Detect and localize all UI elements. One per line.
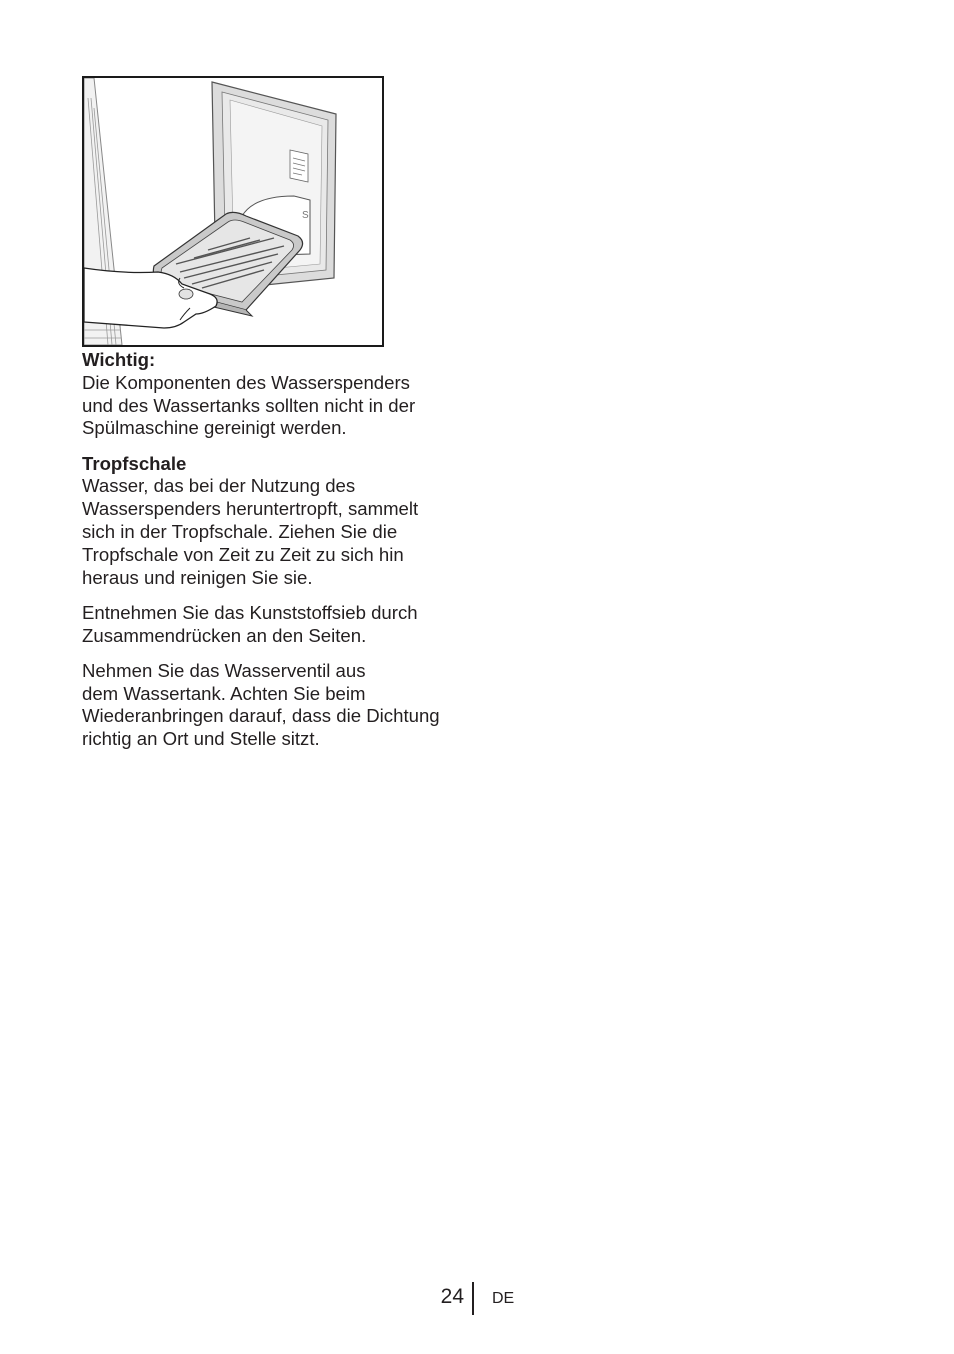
- page-footer: [0, 1282, 954, 1316]
- drip-tray-body: Wasser, das bei der Nutzung des Wasserspenders heruntertropft, sammelt sich in der Tropfschale. Ziehen Sie die Tropfschale von Zeit zu Zeit zu sich hin heraus und reinigen Sie sie.: [82, 475, 419, 588]
- important-note: [82, 349, 482, 440]
- important-heading: Wichtig:: [82, 349, 156, 370]
- valve-instruction: Nehmen Sie das Wasserventil aus dem Wassertank. Achten Sie beim Wiederanbringen darauf, dass die Dichtung richtig an Ort und Stelle sitzt.: [82, 659, 440, 750]
- drip-tray-section: [82, 453, 482, 590]
- page-number: 24: [440, 1285, 464, 1308]
- drip-tray-removal-icon: [84, 78, 382, 345]
- drip-tray-heading: Tropfschale: [82, 452, 187, 474]
- important-body: Die Komponenten des Wasserspenders und des Wassertanks sollten nicht in der Spülmaschine gereinigt werden.: [82, 371, 416, 439]
- drip-tray-illustration: [82, 76, 384, 347]
- content-column: [82, 349, 482, 763]
- footer-divider: [472, 1282, 474, 1315]
- door-letter: S: [302, 210, 309, 221]
- language-code: DE: [492, 1290, 515, 1307]
- door-label-sticker: [290, 150, 308, 182]
- filter-instruction: Entnehmen Sie das Kunststoffsieb durch Zusammendrücken an den Seiten.: [82, 601, 418, 646]
